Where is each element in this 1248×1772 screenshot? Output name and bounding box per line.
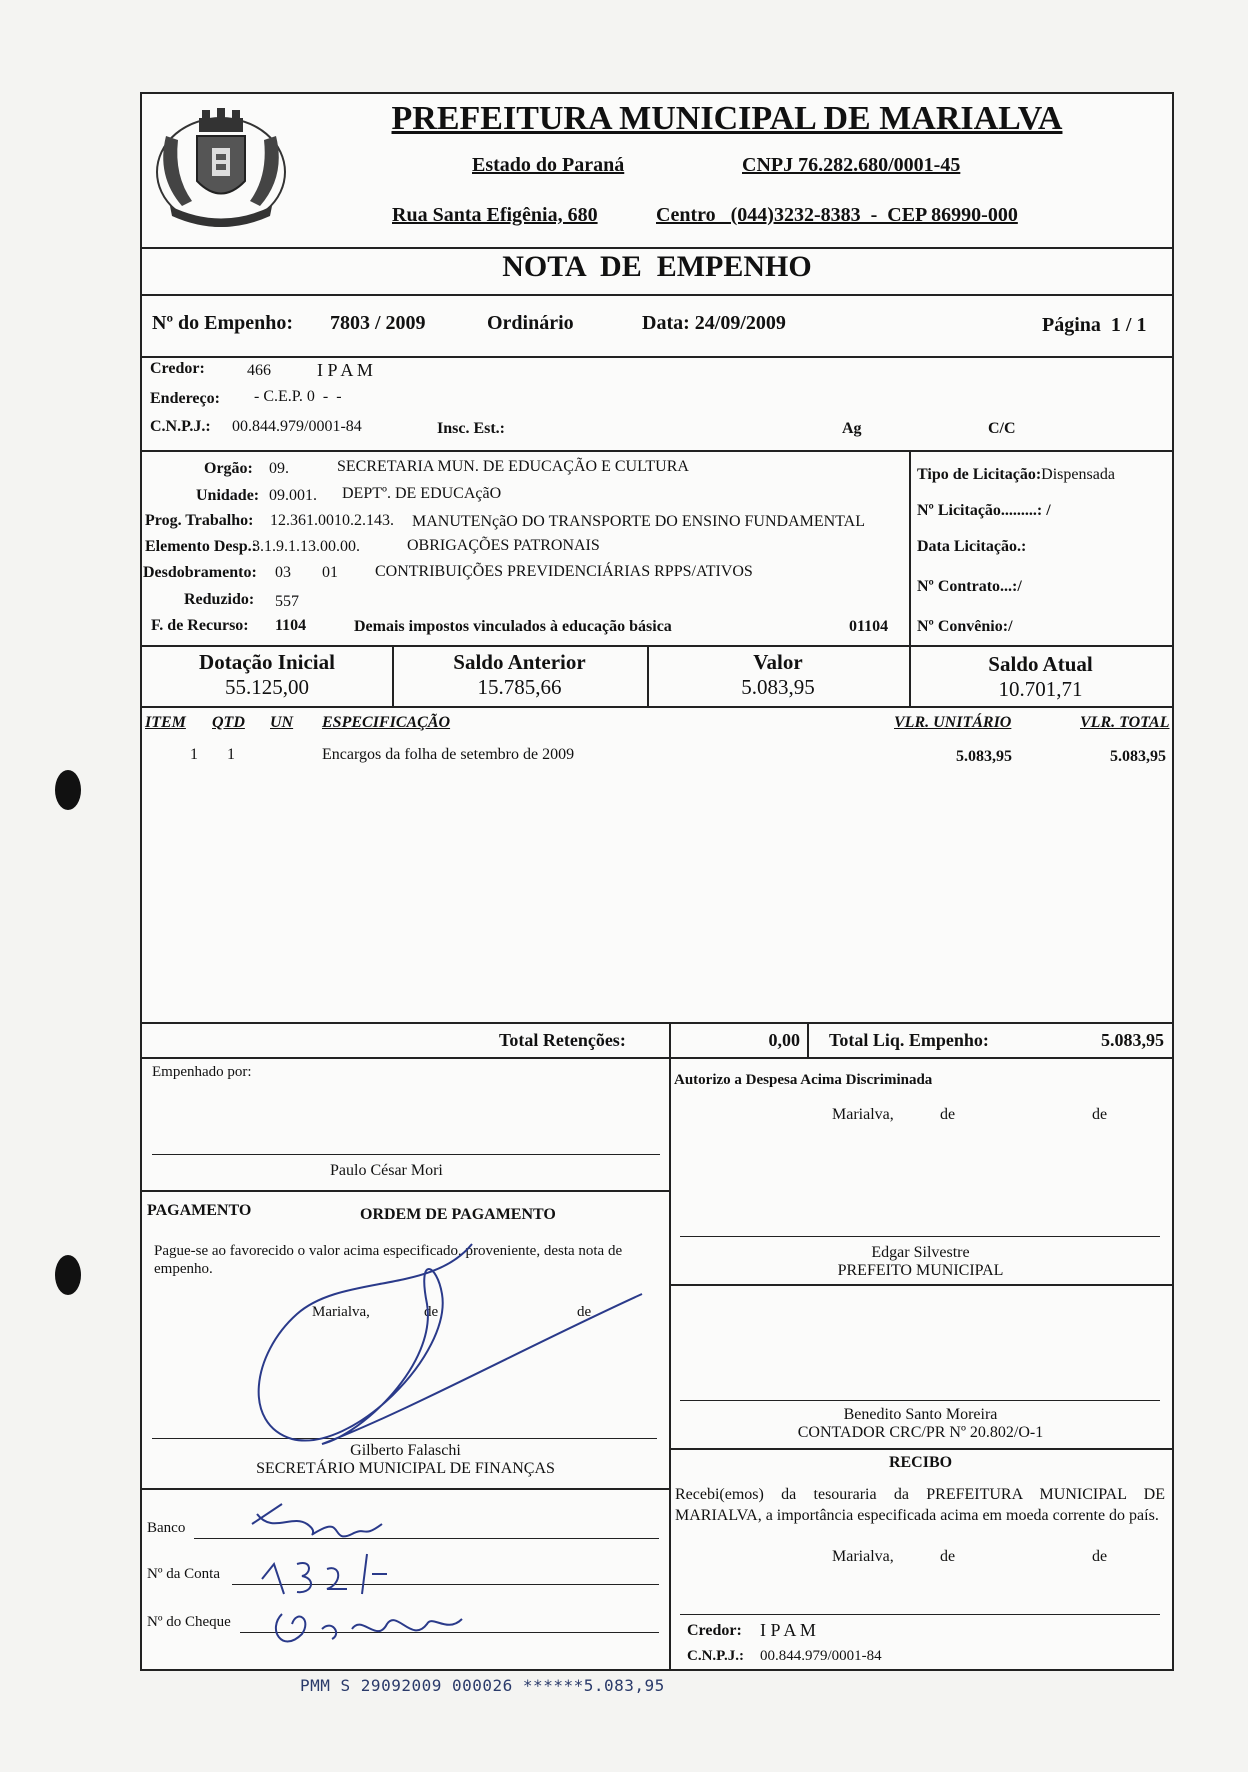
reduzido-label: Reduzido: (184, 591, 255, 608)
autorizo-de-2: de (1092, 1106, 1108, 1123)
orgao-name: SECRETARIA MUN. DE EDUCAÇÃO E CULTURA (337, 458, 689, 475)
total-liquido-label: Total Liq. Empenho: (829, 1030, 989, 1050)
pagamento-signer-role: SECRETÁRIO MUNICIPAL DE FINANÇAS (256, 1460, 555, 1477)
page-number: Página 1 / 1 (1042, 314, 1147, 336)
credor-cnpj-label: C.N.P.J.: (150, 418, 211, 435)
col-qtd: QTD (212, 714, 245, 731)
desdobramento-code-2: 01 (322, 564, 338, 581)
col-valor-total: VLR. TOTAL (1080, 714, 1170, 731)
punch-hole-bottom (55, 1255, 81, 1295)
orgao-code: 09. (269, 460, 289, 477)
banco-label: Banco (147, 1520, 186, 1536)
cnpj-label: CNPJ 76.282.680/0001-45 (742, 154, 961, 176)
prog-trabalho-label: Prog. Trabalho: (145, 512, 254, 529)
coat-of-arms-icon (152, 106, 290, 234)
recibo-city: Marialva, (832, 1548, 894, 1565)
ordem-pagamento-label: ORDEM DE PAGAMENTO (360, 1206, 556, 1223)
elemento-desp-code: 3.1.9.1.13.00.00. (252, 538, 360, 555)
cheque-label: Nº do Cheque (147, 1614, 231, 1630)
empenho-type: Ordinário (487, 312, 574, 334)
data-licitacao: Data Licitação.: (917, 538, 1027, 555)
pagamento-text: Pague-se ao favorecido o valor acima especificado, proveniente, desta nota de empenho. (154, 1243, 623, 1277)
saldo-anterior: Saldo Anterior 15.785,66 (453, 650, 586, 699)
insc-est-label: Insc. Est.: (437, 420, 506, 437)
pagamento-label: PAGAMENTO (147, 1202, 252, 1219)
elemento-desp-label: Elemento Desp.: (145, 538, 257, 555)
autorizo-city: Marialva, (832, 1106, 894, 1123)
col-especificacao: ESPECIFICAÇÃO (322, 714, 451, 731)
pagamento-de-1: de (424, 1304, 439, 1320)
handwritten-signature (202, 1234, 702, 1484)
recibo-de-1: de (940, 1548, 956, 1565)
state-label: Estado do Paraná (472, 154, 625, 176)
empenho-date: Data: 24/09/2009 (642, 312, 786, 334)
table-row: 1 1 Encargos da folha de setembro de 2009 5.083,95 5.083,95 (190, 746, 1166, 765)
autorizo-signer-role: PREFEITO MUNICIPAL (837, 1262, 1004, 1279)
unidade-code: 09.001. (269, 487, 317, 504)
recibo-cnpj-value: 00.844.979/0001-84 (760, 1648, 882, 1664)
recibo-title: RECIBO (888, 1454, 953, 1471)
prog-trabalho-name: MANUTENçãO DO TRANSPORTE DO ENSINO FUNDAMENTAL (412, 513, 865, 530)
elemento-desp-name: OBRIGAÇÕES PATRONAIS (407, 537, 600, 554)
district-phone-label: Centro (044)3232-8383 - CEP 86990-000 (656, 204, 1018, 226)
contador-signer-role: CONTADOR CRC/PR Nº 20.802/O-1 (797, 1424, 1044, 1441)
endereco-label: Endereço: (150, 390, 220, 407)
credor-name: I P A M (317, 360, 373, 380)
credor-cnpj-value: 00.844.979/0001-84 (232, 418, 362, 435)
recibo-credor-value: I P A M (760, 1620, 816, 1640)
autorizo-de-1: de (940, 1106, 956, 1123)
numero-licitacao: Nº Licitação.........: / (917, 502, 1051, 519)
empenhado-por-signer: Paulo César Mori (330, 1162, 443, 1179)
orgao-label: Orgão: (204, 460, 253, 477)
col-un: UN (270, 714, 294, 731)
autorizo-signer: Edgar Silvestre (871, 1244, 970, 1261)
unidade-label: Unidade: (196, 487, 260, 504)
fonte-recurso-code: 1104 (275, 617, 307, 634)
empenho-number: 7803 / 2009 (330, 312, 426, 334)
recibo-credor-label: Credor: (687, 1622, 742, 1639)
total-retencoes-label: Total Retenções: (499, 1030, 626, 1050)
empenhado-por-label: Empenhado por: (152, 1064, 252, 1080)
credor-code: 466 (247, 362, 271, 379)
pagamento-de-2: de (577, 1304, 592, 1320)
reduzido-value: 557 (275, 593, 299, 610)
endereco-value: - C.E.P. 0 - - (254, 388, 342, 405)
saldo-valor: Valor 5.083,95 (741, 650, 815, 699)
desdobramento-name: CONTRIBUIÇÕES PREVIDENCIÁRIAS RPPS/ATIVOS (375, 563, 753, 580)
fonte-recurso-name: Demais impostos vinculados à educação básica (354, 618, 672, 635)
desdobramento-code-1: 03 (275, 564, 291, 581)
pagamento-city: Marialva, (312, 1304, 370, 1320)
autorizo-label: Autorizo a Despesa Acima Discriminada (674, 1072, 933, 1088)
fonte-recurso-label: F. de Recurso: (151, 617, 249, 634)
pagamento-signer: Gilberto Falaschi (350, 1442, 461, 1459)
numero-convenio: Nº Convênio:/ (917, 618, 1013, 635)
conta-corrente-label: C/C (988, 420, 1016, 437)
recibo-cnpj-label: C.N.P.J.: (687, 1648, 744, 1664)
nota-de-empenho-form (140, 92, 1174, 1671)
recibo-text: Recebi(emos) da tesouraria da PREFEITURA MUNICIPAL DE MARIALVA, a importância especificada acima em moeda corrente do país. (675, 1486, 1165, 1524)
punch-hole-top (55, 770, 81, 810)
recibo-de-2: de (1092, 1548, 1108, 1565)
prog-trabalho-code: 12.361.0010.2.143. (270, 512, 394, 529)
col-item: ITEM (145, 714, 186, 731)
saldo-atual: Saldo Atual 10.701,71 (988, 652, 1093, 701)
numero-contrato: Nº Contrato...:/ (917, 578, 1022, 595)
address-label: Rua Santa Efigênia, 680 (392, 204, 598, 226)
unidade-name: DEPTº. DE EDUCAçãO (342, 485, 502, 502)
fonte-recurso-number: 01104 (849, 618, 889, 635)
total-liquido-value: 5.083,95 (1101, 1030, 1164, 1050)
agencia-label: Ag (842, 420, 862, 437)
total-retencoes-value: 0,00 (768, 1030, 800, 1050)
col-valor-unitario: VLR. UNITÁRIO (894, 714, 1012, 731)
document-title: NOTA DE EMPENHO (502, 250, 812, 283)
empenho-label: Nº do Empenho: (152, 312, 294, 334)
contador-signer: Benedito Santo Moreira (843, 1406, 998, 1423)
page-title: PREFEITURA MUNICIPAL DE MARIALVA (391, 100, 1063, 137)
handwritten-bank-notes (212, 1494, 572, 1654)
desdobramento-label: Desdobramento: (143, 564, 257, 581)
credor-label: Credor: (150, 360, 205, 377)
tipo-licitacao: Tipo de Licitação:Dispensada (917, 466, 1115, 483)
cashier-stamp: PMM S 29092009 000026 ******5.083,95 (300, 1676, 665, 1695)
conta-label: Nº da Conta (147, 1566, 220, 1582)
saldo-dotacao-inicial: Dotação Inicial 55.125,00 (199, 650, 335, 699)
